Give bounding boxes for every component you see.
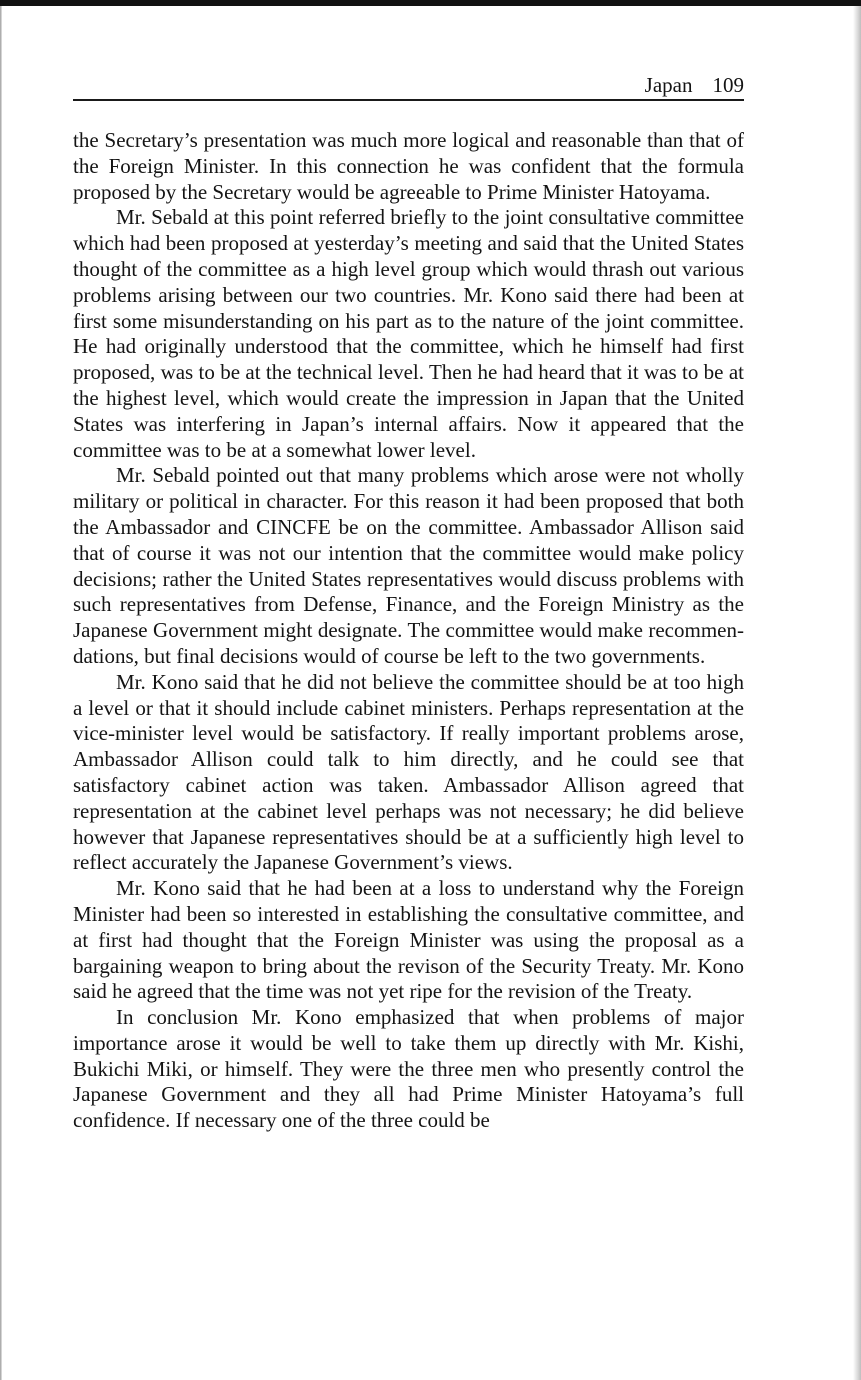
page-left-edge: [0, 6, 2, 1380]
paragraph-continued: the Secretary’s presentation was much more logical and reasonable than that of the Foreign Minister. In this connection he was confident that the formula proposed by the Secretary would be agreeable to Prime Minister Hatoyama.: [73, 128, 744, 204]
page-number: 109: [712, 73, 744, 97]
paragraph-kono-foreign-minister: Mr. Kono said that he had been at a loss to understand why the Foreign Minister had been so interested in establishing the consultative committee, and at first had thought that the Foreign Minister was using the proposal as a bargaining weapon to bring about the revison of the Security Treaty. Mr. Kono said he agreed that the time was not yet ripe for the revision of the Treaty.: [73, 876, 744, 1004]
paragraph-kono-level: Mr. Kono said that he did not believe the committee should be at too high a level or that it should include cabinet ministers. Perhaps representation at the vice-minister level would be satisfactory. If really important problems arose, Ambassador Allison could talk to him directly, and he could see that satisfactory cabinet action was taken. Ambassador Allison agreed that representation at the cabinet level perhaps was not necessary; he did believe however that Japanese representatives should be at a sufficiently high level to reflect accurately the Japanese Government’s views.: [73, 669, 744, 875]
paragraph-conclusion: In conclusion Mr. Kono emphasized that when problems of major importance arose it would be well to take them up directly with Mr. Kishi, Bukichi Miki, or himself. They were the three men who presently control the Japanese Government and they all had Prime Minister Hatoyama’s full confidence. If necessary one of the three could be: [73, 1005, 744, 1133]
page-top-border: [0, 0, 861, 6]
paragraph-sebald-committee: Mr. Sebald at this point referred briefly to the joint consultative committee which had been proposed at yesterday’s meeting and said that the United States thought of the committee as a high level group which would thrash out various problems arising between our two countries. Mr. Kono said there had been at first some misunderstanding on his part as to the nature of the joint committee. He had originally understood that the committee, which he himself had first proposed, was to be at the technical level. Then he had heard that it was to be at the highest level, which would create the impression in Japan that the United States was interfering in Japan’s internal affairs. Now it appeared that the committee was to be at a somewhat lower level.: [73, 205, 744, 462]
running-title: Japan: [644, 73, 693, 97]
document-page: [73, 72, 744, 1134]
paragraph-sebald-problems: Mr. Sebald pointed out that many problems which arose were not wholly military or political in character. For this reason it had been proposed that both the Ambassador and CINCFE be on the committee. Ambassador Allison said that of course it was not our intention that the committee would make policy decisions; rather the United States representatives would discuss problems with such representatives from Defense, Finance, and the Foreign Ministry as the Japanese Government might designate. The committee would make recommendations, but final decisions would of course be left to the two governments.: [73, 463, 744, 668]
page-right-edge: [853, 6, 861, 1380]
body-text: [73, 128, 744, 1134]
running-header: [73, 72, 744, 101]
